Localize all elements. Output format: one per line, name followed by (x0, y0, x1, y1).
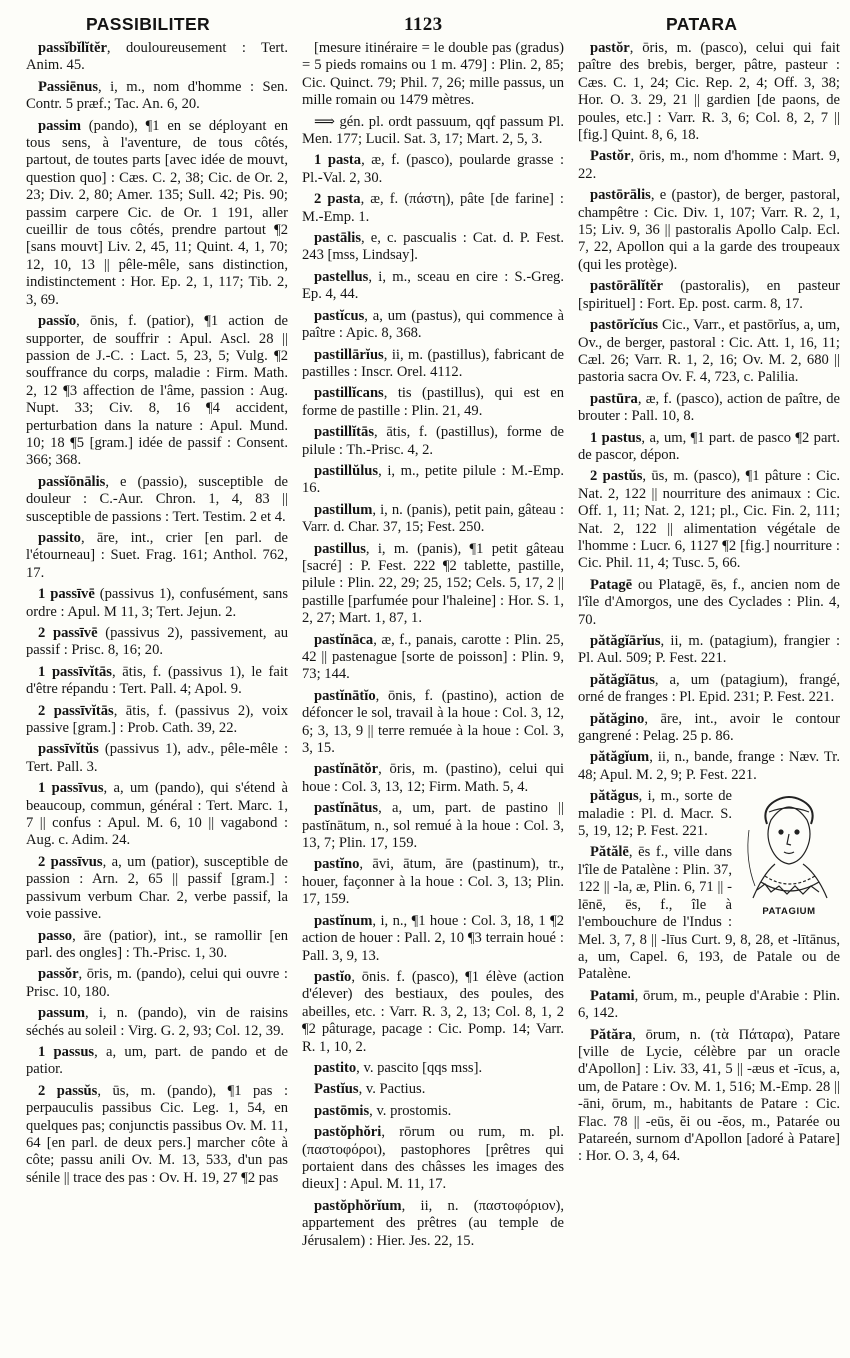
entry-definition: , a, um, part. de pando et de patior. (26, 1043, 289, 1078)
entry-headword: 1 pasta (314, 152, 362, 169)
entry-headword: Patami (590, 987, 635, 1004)
entry-headword: pastōrĭcĭus (590, 317, 659, 334)
dictionary-entry (26, 474, 288, 526)
entry-headword: 2 passīvĭtās (38, 702, 114, 719)
entry-definition: , i, n. (panis), petit pain, gâteau : Varr. d. Char. 37, 15; Fest. 250. (302, 501, 564, 536)
entry-headword: pastĭnum (314, 912, 373, 929)
patagium-illustration (738, 790, 840, 928)
dictionary-entry (578, 148, 840, 183)
entry-definition: , a, um, ¶1 part. de pasco ¶2 part. de pascor, dépon. (578, 429, 840, 463)
entry-definition: , æ, f. (πάστη), pâte [de farine] : M.-Emp. 1. (302, 191, 564, 225)
entry-headword: pastillus (314, 540, 366, 557)
dictionary-entry (302, 632, 564, 684)
dictionary-entry (302, 800, 564, 852)
entry-headword: pastillum (314, 501, 373, 518)
entry-headword: pastĭo (314, 968, 352, 985)
entry-definition: , ōris, m. (pastino), celui qui houe : Col. 3, 13, 12; Firm. Math. 5, 4. (302, 761, 564, 795)
dictionary-entry (302, 385, 564, 420)
entry-headword: pătăgus (590, 788, 639, 805)
entry-definition: , v. prostomis. (369, 1102, 452, 1119)
dictionary-entry (26, 966, 288, 1001)
column-left (26, 40, 288, 1254)
entry-headword: pastellus (314, 268, 369, 285)
entry-definition: Cic., Varr., et pastōrĭus, a, um, Ov., de berger, pastoral : Cic. Att. 1, 16, 11; Cæl. 26; Varr. R. 1, 2, 16; Ov. M. 2, 680 || pastoria sacra Ov. F. 4, 723, c. Palilia. (578, 317, 840, 386)
entry-definition: , ōnis, f. (patior), ¶1 action de supporter, de souffrir : Apul. Ascl. 28 || passion de J.-C. : Lact. 5, 23, 5; Vulg. ¶2 souffrance du corps, maladie : Firm. Math. 2, 12 ¶3 affection de l'âme, passion : Aug. Nupt. 33; Civ. 8, 16 ¶4 accident, perturbation dans la nature : Apul. Mund. 10; 18 ¶5 [gram.] idée de passif : Consent. 366; 368. (26, 313, 288, 469)
entry-headword: pastĭcus (314, 307, 365, 324)
entry-definition: (pando), ¶1 en se déployant en tous sens, à l'aventure, de tous côtés, partout, de toutes parts [avec idée de mouvt, question quo] : Cæs. C. 2, 38; Cic. de Or. 2, 23; Div. 2, 80; Amer. 135; Sull. 42; Pis. 90; passim carpere Cic. de Or. 1 191, aller cueillir de tous côtés, prendre partout ¶2 [sans mouvt] Liv. 2, 45, 11; Quint. 4, 1, 70; 12, 10, 13 || pêle-mêle, sans distinction, indistinctement : Hor. Ep. 2, 1, 117; Tib. 2, 3, 69. (26, 117, 288, 308)
dictionary-entry (302, 856, 564, 908)
dictionary-entry (302, 913, 564, 965)
dictionary-entry (26, 780, 288, 850)
dictionary-entry (26, 79, 288, 114)
entry-headword: pastito (314, 1059, 357, 1076)
entry-headword: Passiēnus (38, 78, 99, 95)
entry-definition: , ūs, m. (pando), ¶1 pas : perpauculis passibus Cic. Leg. 1, 54, en quelques pas; conjunctis passibus Ov. M. 11, 64 [en parl. de deux pers.] marcher côte à côte; passu anili Ov. M. 13, 533, d'un pas sénile || trace des pas : Ov. H. 19, 27 ¶2 pas (26, 1082, 288, 1186)
entry-definition: , a, um (patior), susceptible de passion : Arn. 2, 65 || passif [gram.] : passivum verbum Char. 2, verbe passif, la voie passive. (26, 853, 288, 923)
entry-definition: , ōris, m. (pasco), celui qui fait paître des brebis, berger, pâtre, pasteur : Cæs. C. 1, 24; Cic. Rep. 2, 4; Off. 3, 38; Hor. O. 3. 29, 21 || gardien [de paons, de poules, etc.] : Varr. R. 3, 6; Col. 8, 2, 7 || [fig.] Quint. 8, 6, 18. (578, 40, 840, 144)
entry-headword: pastĭnātĭo (314, 687, 376, 704)
entry-definition: , āre, int., crier [en parl. de l'étourneau] : Suet. Frag. 161; Anthol. 762, 17. (26, 529, 288, 581)
entry-definition: , ōnis, f. (pastino), action de défoncer le sol, travail à la houe : Col. 3, 12, 6; 3, 13, 9 || terre remuée à la houe : Col. 3, 3, 15. (302, 687, 564, 757)
dictionary-entry (578, 1027, 840, 1166)
entry-definition: , ēs f., ville dans l'île de Patalène : Plin. 37, 122 || -la, æ, Plin. 6, 71 || -lēnē, ēs, f., île à l'embouchure de l'Indus : Mel. 3, 7, 8 || -līus Curt. 9, 8, 28, et -lītānus, a, um, Capel. 6, 193, de Patale ou de Patalène. (578, 844, 840, 983)
entry-definition: ⟹ gén. pl. ordt passuum, qqf passum Pl. Men. 177; Lucil. Sat. 3, 17; Mart. 2, 5, 3. (302, 113, 564, 148)
entry-headword: pastillĭtās (314, 424, 375, 441)
dictionary-entry (578, 711, 840, 746)
dictionary-entry (302, 1081, 564, 1098)
entry-headword: 1 passīvus (38, 780, 104, 797)
entry-headword: passum (38, 1005, 86, 1022)
page-number: 1123 (404, 14, 443, 35)
entry-definition: , ātis, f. (passivus 1), le fait d'être répandu : Tert. Pall. 4; Apol. 9. (26, 663, 288, 698)
dictionary-entry (578, 187, 840, 274)
dictionary-entry (26, 40, 288, 75)
entry-definition: , ātis, f. (pastillus), forme de pilule : Th.-Prisc. 4, 2. (302, 424, 564, 458)
dictionary-entry (26, 118, 288, 309)
entry-definition: , ūs, m. (pasco), ¶1 pâture : Cic. Nat. 2, 122 || nourriture des animaux : Cic. Off. 1, 11; Nat. 2, 121; pl., Cic. Fin. 2, 111; Nat. 2, 122 || alimentation végétale de l'homme : Lucr. 6, 1127 ¶2 [fig.] nourriture : Cic. Phil. 11, 4; Tusc. 5, 66. (578, 468, 840, 572)
entry-headword: 2 pasta (314, 191, 361, 208)
entry-definition: , a, um (pastus), qui commence à paître : Apic. 8, 368. (302, 307, 564, 342)
dictionary-entry (302, 347, 564, 382)
entry-headword: pătăgĭātus (590, 671, 655, 688)
entry-definition: , i, m., sceau en cire : S.-Greg. Ep. 4, 44. (302, 268, 564, 303)
dictionary-entry (302, 230, 564, 265)
entry-headword: pastĭnātus (314, 800, 379, 817)
text-columns (26, 40, 840, 1254)
dictionary-entry (578, 40, 840, 144)
dictionary-entry (302, 152, 564, 187)
entry-definition: , ii, n. (παστοφόριον), appartement des prêtres (au temple de Jérusalem) : Hier. Jes. 22, 15. (302, 1197, 564, 1249)
dictionary-entry (302, 502, 564, 537)
entry-headword: passo (38, 927, 73, 944)
entry-headword: Pastŏr (590, 148, 631, 165)
entry-headword: passim (38, 117, 81, 134)
entry-headword: pastŏphŏri (314, 1124, 382, 1141)
dictionary-entry (578, 749, 840, 784)
entry-definition: , v. Pactius. (358, 1081, 426, 1098)
entry-definition: , rōrum ou rum, m. pl. (παστοφόροι), pastophores [prêtres qui portaient dans des châsses les images des dieux] : Apul. M. 11, 17. (302, 1124, 564, 1193)
entry-definition: , tis (pastillus), qui est en forme de pastille : Plin. 21, 49. (302, 385, 564, 419)
dictionary-entry (302, 761, 564, 796)
entry-definition: , æ, f. (pasco), action de paître, de brouter : Pall. 10, 8. (578, 390, 840, 425)
dictionary-entry (578, 988, 840, 1023)
entry-headword: 2 pastŭs (590, 468, 643, 485)
entry-headword: pastĭno (314, 856, 360, 873)
dictionary-entry (302, 424, 564, 459)
dictionary-entry (26, 1044, 288, 1079)
entry-headword: pastillĭcans (314, 385, 384, 402)
entry-headword: pastŏphŏrĭum (314, 1197, 402, 1214)
header-last-word: PATARA (666, 14, 738, 34)
dictionary-entry (302, 269, 564, 304)
entry-headword: pastĭnāca (314, 631, 374, 648)
entry-definition: (pastoralis), en pasteur [spirituel] : Fort. Ep. post. carm. 8, 17. (578, 278, 840, 312)
dictionary-entry (26, 703, 288, 738)
dictionary-entry (26, 625, 288, 660)
entry-definition: , a, um (patagium), frangé, orné de franges : Pl. Epid. 231; P. Fest. 221. (578, 671, 840, 706)
entry-headword: Patagē (590, 576, 633, 593)
dictionary-entry (26, 530, 288, 582)
entry-definition: , āvi, ātum, āre (pastinum), tr., houer, façonner à la houe : Col. 3, 13; Plin. 17, 159. (302, 856, 564, 908)
entry-headword: pastillārĭus (314, 346, 384, 363)
entry-definition: (passivus 1), confusément, sans ordre : Apul. M 11, 3; Tert. Jejun. 2. (26, 586, 288, 620)
entry-headword: Pătălē (590, 844, 629, 861)
entry-headword: passĭōnālis (38, 473, 106, 490)
entry-headword: passito (38, 529, 81, 546)
entry-headword: pastŏr (590, 40, 630, 56)
entry-headword: pastūra (590, 390, 638, 407)
column-right (578, 40, 840, 1254)
entry-definition: , ōrum, n. (τὰ Πάταρα), Patare [ville de Lycie, célèbre par un oracle d'Apollon] : Liv. 33, 41, 5 || -æus et -īcus, a, um, de Patare : Ov. M. 1, 516; M.-Emp. 28 || -āni, ōrum, m., habitants de Patare : Cic. Flac. 78 || -eūs, ĕi ou -ĕos, m., Patarée ou Patareén, surnom d'Apollon [adoré à Patare] : Hor. O. 3, 4, 64. (578, 1026, 840, 1165)
entry-definition: ou Platagē, ēs, f., ancien nom de l'île d'Amorgos, une des Cyclades : Plin. 4, 70. (578, 576, 840, 628)
entry-headword: Pastĭus (314, 1081, 359, 1098)
dictionary-entry (26, 854, 288, 924)
entry-definition: , a, um, part. de pastino || pastĭnātum, n., sol remué à la houe : Col. 3, 13, 7; Plin. 17, 159. (302, 800, 564, 852)
entry-definition: [mesure itinéraire = le double pas (gradus) = 5 pieds romains ou 1 m. 479] : Plin. 2, 85; Cic. Quinct. 79; Phil. 7, 26; mille passus, un mille romain ou 1479 mètres. (302, 40, 564, 109)
dictionary-entry (26, 1005, 288, 1040)
dictionary-entry (578, 468, 840, 572)
dictionary-entry (578, 672, 840, 707)
portrait-engraving-icon (741, 790, 837, 902)
entry-headword: pastōmis (314, 1102, 370, 1119)
dictionary-entry (302, 1124, 564, 1194)
dictionary-entry (302, 541, 564, 628)
entry-definition: , douloureusement : Tert. Anim. 45. (26, 40, 288, 74)
dictionary-entry (578, 278, 840, 313)
entry-definition: , a, um (pando), qui s'étend à beaucoup, commun, général : Tert. Marc. 1, 7 || confus : Apul. M. 6, 10 || vagabond : Aug. c. Adim. 24. (26, 780, 288, 849)
dictionary-entry (26, 664, 288, 699)
entry-definition: , ii, m. (pastillus), fabricant de pastilles : Inscr. Orel. 4112. (302, 346, 564, 380)
entry-definition: , i, m., nom d'homme : Sen. Contr. 5 præf.; Tac. An. 6, 20. (26, 78, 288, 113)
entry-definition: , e, c. pascualis : Cat. d. P. Fest. 243 [mss, Lindsay]. (302, 230, 564, 264)
dictionary-entry (26, 586, 288, 621)
dictionary-entry (578, 391, 840, 426)
entry-headword: 1 pastus (590, 429, 642, 446)
entry-definition: , ii, m. (patagium), frangier : Pl. Aul. 509; P. Fest. 221. (578, 633, 840, 667)
dictionary-entry (578, 577, 840, 629)
page-header (26, 6, 840, 36)
column-middle (302, 40, 564, 1254)
entry-definition: , i, m. (panis), ¶1 petit gâteau [sacré] : P. Fest. 222 ¶2 tablette, pastille, pilule : Plin. 22, 29; 25, 152; Cels. 5, 17, 2 || pastille [parfumée pour l'haleine] : Hor. S. 1, 2, 27; Mart. 1, 87, 1. (302, 540, 564, 627)
header-first-word: PASSIBILITER (86, 14, 211, 34)
entry-definition: , e (pastor), de berger, pastoral, champêtre : Cic. Div. 1, 107; Varr. R. 2, 1, 15; Liv. 9, 36 || pastoralis Apollo Calp. Ecl. 7, 22, Apollon qui a la garde des troupeaux (qui les protège). (578, 187, 840, 273)
entry-definition: , ōrum, m., peuple d'Arabie : Plin. 6, 142. (578, 987, 840, 1022)
entry-headword: pătăgĭum (590, 749, 650, 766)
entry-headword: 2 passīvē (38, 625, 98, 641)
entry-definition: , ōris, m. (pando), celui qui ouvre : Prisc. 10, 180. (26, 966, 288, 1000)
entry-headword: 1 passīvĭtās (38, 663, 112, 680)
dictionary-entry (302, 1198, 564, 1250)
entry-headword: Pătăra (590, 1026, 633, 1043)
dictionary-entry (302, 114, 564, 149)
entry-definition: , e (passio), susceptible de douleur : C.-Aur. Chron. 1, 4, 83 || susceptible de passions : Tert. Testim. 2 et 4. (26, 473, 288, 525)
entry-definition: , æ, f., panais, carotte : Plin. 25, 42 || pastenague [sorte de poisson] : Plin. 9, 73; 144. (302, 631, 564, 683)
entry-headword: passĭbĭlĭtĕr (38, 40, 107, 56)
entry-headword: pastĭnātŏr (314, 761, 379, 778)
dictionary-entry (302, 1060, 564, 1077)
dictionary-entry (578, 633, 840, 668)
dictionary-entry (302, 969, 564, 1056)
entry-headword: passĭo (38, 313, 77, 330)
entry-headword: pastillŭlus (314, 462, 379, 479)
dictionary-entry (578, 430, 840, 465)
entry-headword: 2 passīvus (38, 853, 103, 870)
entry-definition: , ōnis. f. (pasco), ¶1 élève (action d'élever) des bestiaux, des poules, des abeilles, etc. : Varr. R. 3, 2, 13; Col. 8, 1, 2 ¶2 pâturage, pacage : Cic. Pomp. 14; Varr. R. 1, 10, 2. (302, 968, 564, 1055)
entry-headword: pastālis (314, 230, 362, 247)
dictionary-entry (302, 191, 564, 226)
entry-definition: , āre (patior), int., se ramollir [en parl. des ongles] : Th.-Prisc. 1, 30. (26, 927, 288, 961)
dictionary-entry (302, 40, 564, 110)
entry-headword: passīvĭtŭs (38, 741, 99, 758)
entry-headword: 1 passīvē (38, 586, 95, 603)
entry-definition: , v. pascito [qqs mss]. (356, 1059, 483, 1076)
entry-headword: pastōrālis (590, 187, 651, 204)
entry-headword: pastōrālĭtĕr (590, 278, 663, 295)
dictionary-entry (26, 928, 288, 963)
entry-headword: 1 passus (38, 1043, 95, 1060)
entry-headword: 2 passŭs (38, 1082, 98, 1099)
entry-headword: pătăgino (590, 710, 645, 727)
entry-definition: , i, m., sorte de maladie : Pl. d. Macr. S. 5, 19, 12; P. Fest. 221. (578, 788, 732, 840)
entry-definition: (passivus 1), adv., pêle-mêle : Tert. Pall. 3. (26, 741, 288, 775)
dictionary-entry (302, 688, 564, 758)
entry-definition: , āre, int., avoir le contour gangrené : Pelag. 25 p. 86. (578, 710, 840, 745)
entry-definition: , i, n. (pando), vin de raisins séchés au soleil : Virg. G. 2, 93; Col. 12, 39. (26, 1005, 288, 1039)
entry-headword: pătăgĭārĭus (590, 633, 661, 649)
dictionary-entry (302, 1103, 564, 1120)
entry-definition: , i, m., petite pilule : M.-Emp. 16. (302, 462, 564, 497)
dictionary-entry (26, 1083, 288, 1187)
entry-definition: , ii, n., bande, frange : Næv. Tr. 48; Apul. M. 2, 9; P. Fest. 221. (578, 749, 840, 783)
dictionary-entry (26, 741, 288, 776)
dictionary-entry (302, 308, 564, 343)
entry-definition: , ātis, f. (passivus 2), voix passive [gram.] : Prob. Cath. 39, 22. (26, 702, 288, 737)
figure-caption: PATAGIUM (762, 906, 816, 918)
entry-definition: , ōris, m., nom d'homme : Mart. 9, 22. (578, 148, 840, 182)
entry-definition: , æ, f. (pasco), poularde grasse : Pl.-Val. 2, 30. (302, 152, 565, 186)
entry-definition: (passivus 2), passivement, au passif : Prisc. 8, 16; 20. (26, 625, 288, 659)
entry-definition: , i, n., ¶1 houe : Col. 3, 18, 1 ¶2 action de houer : Pall. 2, 10 ¶3 terrain houé : Pall. 3, 9, 13. (302, 912, 564, 964)
entry-headword: passŏr (38, 966, 79, 983)
dictionary-entry (578, 317, 840, 387)
dictionary-entry (302, 463, 564, 498)
dictionary-entry (26, 313, 288, 470)
